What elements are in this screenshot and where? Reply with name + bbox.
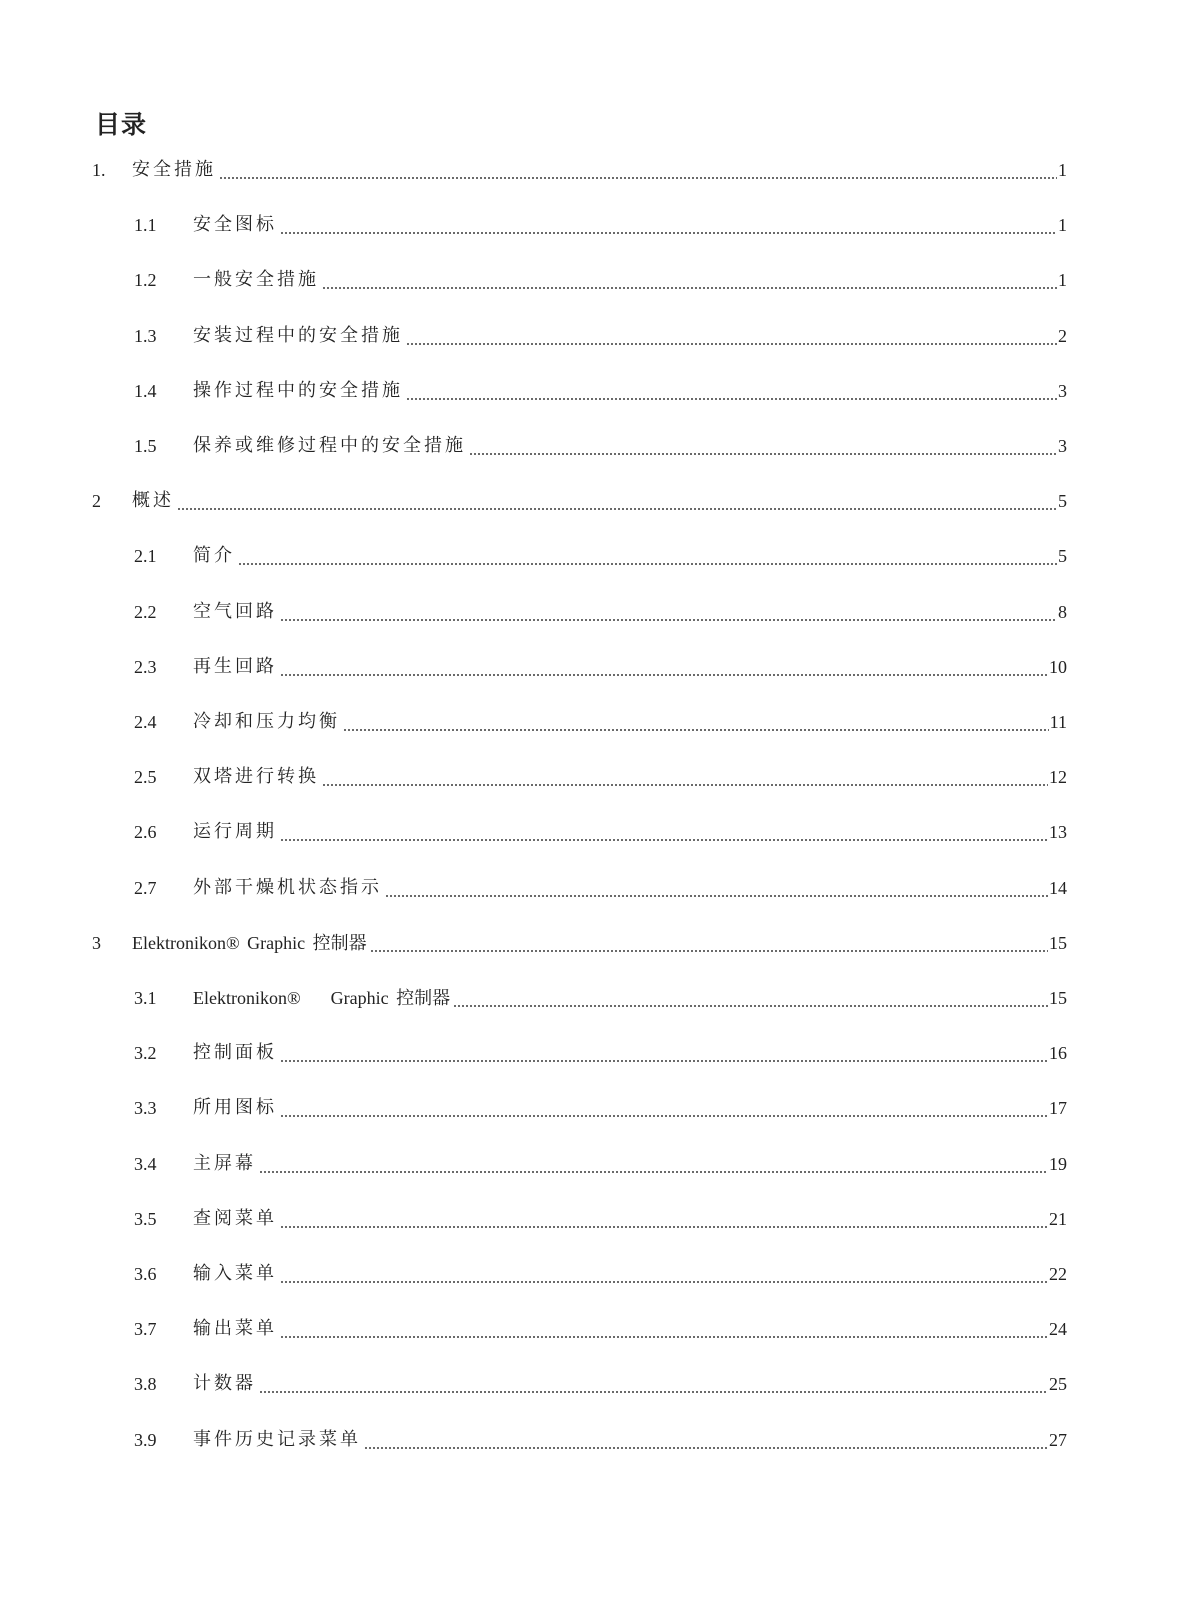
toc-entry-body: [193, 323, 1067, 349]
toc-entry[interactable]: [0, 599, 1067, 625]
toc-entry[interactable]: [0, 1261, 1067, 1287]
toc-entry-number: 3.5: [134, 1209, 157, 1229]
toc-entry-number: 3.7: [134, 1319, 157, 1339]
toc-dot-leader: [406, 378, 1057, 404]
toc-entry-body: [193, 709, 1067, 735]
toc-entry-page-number: 19: [1049, 1154, 1067, 1174]
toc-entry-number: 3.9: [134, 1430, 157, 1450]
toc-entry-title: 安全措施: [132, 159, 216, 180]
toc-entry[interactable]: [0, 1151, 1067, 1177]
toc-entry-number: 2: [92, 491, 101, 511]
toc-entry-body: [193, 1261, 1067, 1287]
toc-entry-body: [132, 930, 1067, 956]
toc-entry-number: 3: [92, 933, 101, 953]
toc-entry-number: 2.1: [134, 546, 157, 566]
toc-entry[interactable]: [0, 654, 1067, 680]
toc-entry-body: [193, 543, 1067, 569]
toc-entry-title: 简介: [193, 545, 235, 566]
toc-entry-page-number: 1: [1058, 160, 1067, 180]
toc-dot-leader: [280, 1040, 1048, 1066]
toc-entry[interactable]: [0, 212, 1067, 238]
toc-entry-number: 3.8: [134, 1374, 157, 1394]
toc-entry[interactable]: [0, 985, 1067, 1011]
toc-entry-number: 2.2: [134, 602, 157, 622]
toc-entry-title: 概述: [132, 490, 174, 511]
toc-dot-leader: [280, 1095, 1048, 1121]
toc-entry-page-number: 22: [1049, 1264, 1067, 1284]
toc-dot-leader: [370, 930, 1048, 956]
toc-entry-body: [193, 1371, 1067, 1397]
toc-dot-leader: [322, 267, 1057, 293]
toc-entry-body: [193, 1427, 1067, 1453]
toc-entry-body: [132, 157, 1067, 183]
toc-entry-body: [193, 985, 1067, 1011]
toc-entry-title: 所用图标: [193, 1097, 277, 1118]
toc-dot-leader: [219, 157, 1057, 183]
toc-entry-page-number: 25: [1049, 1374, 1067, 1394]
toc-entry[interactable]: [0, 267, 1067, 293]
toc-dot-leader: [385, 875, 1048, 901]
toc-entry-page-number: 5: [1058, 546, 1067, 566]
toc-entry-page-number: 17: [1049, 1098, 1067, 1118]
toc-entry-page-number: 21: [1049, 1209, 1067, 1229]
toc-dot-leader: [280, 1261, 1048, 1287]
toc-entry-title: 主屏幕: [193, 1153, 256, 1174]
toc-dot-leader: [177, 488, 1057, 514]
toc-entry-number: 1.: [92, 160, 106, 180]
toc-entry-page-number: 15: [1049, 988, 1067, 1008]
toc-entry-page-number: 13: [1049, 822, 1067, 842]
toc-entry[interactable]: [0, 1095, 1067, 1121]
toc-entry-title: 事件历史记录菜单: [193, 1429, 361, 1450]
toc-entry-title: 安全图标: [193, 214, 277, 235]
toc-dot-leader: [280, 819, 1048, 845]
toc-entry-page-number: 1: [1058, 215, 1067, 235]
toc-entry-number: 3.4: [134, 1154, 157, 1174]
toc-entry-body: [193, 654, 1067, 680]
toc-entry-title: 空气回路: [193, 601, 277, 622]
toc-dot-leader: [453, 985, 1048, 1011]
toc-entry[interactable]: [0, 488, 1067, 514]
toc-entry-number: 2.3: [134, 657, 157, 677]
toc-dot-leader: [259, 1371, 1048, 1397]
toc-dot-leader: [280, 1206, 1048, 1232]
toc-entry-page-number: 11: [1049, 712, 1067, 732]
toc-entry-page-number: 14: [1049, 878, 1067, 898]
toc-entry[interactable]: [0, 433, 1067, 459]
toc-entry-title: 输入菜单: [193, 1263, 277, 1284]
toc-entry-body: [193, 1316, 1067, 1342]
toc-entry-body: [193, 599, 1067, 625]
toc-entry-page-number: 12: [1049, 767, 1067, 787]
toc-entry-page-number: 27: [1049, 1430, 1067, 1450]
toc-entry-number: 2.6: [134, 822, 157, 842]
toc-dot-leader: [406, 323, 1057, 349]
toc-entry-title: 冷却和压力均衡: [193, 711, 340, 732]
toc-entry-number: 3.3: [134, 1098, 157, 1118]
toc-entry-number: 3.1: [134, 988, 157, 1008]
toc-entry-title: 操作过程中的安全措施: [193, 380, 403, 401]
toc-entry-title: 查阅菜单: [193, 1208, 277, 1229]
toc-entry[interactable]: [0, 764, 1067, 790]
toc-entry[interactable]: [0, 1371, 1067, 1397]
toc-entry-title: 安装过程中的安全措施: [193, 325, 403, 346]
toc-entry[interactable]: [0, 1316, 1067, 1342]
toc-entry-title: 输出菜单: [193, 1318, 277, 1339]
toc-entry-body: [193, 764, 1067, 790]
toc-dot-leader: [280, 1316, 1048, 1342]
toc-entry-body: [193, 1095, 1067, 1121]
toc-dot-leader: [364, 1427, 1048, 1453]
toc-entry-number: 3.6: [134, 1264, 157, 1284]
toc-entry[interactable]: [0, 1427, 1067, 1453]
toc-entry[interactable]: [0, 323, 1067, 349]
toc-entry-number: 1.3: [134, 326, 157, 346]
toc-entry-number: 1.1: [134, 215, 157, 235]
toc-entry-page-number: 1: [1058, 270, 1067, 290]
toc-dot-leader: [280, 212, 1057, 238]
toc-entry[interactable]: [0, 1040, 1067, 1066]
toc-entry-title: 保养或维修过程中的安全措施: [193, 435, 466, 456]
toc-entry-number: 1.2: [134, 270, 157, 290]
toc-entry-page-number: 8: [1058, 602, 1067, 622]
toc-entry-number: 1.4: [134, 381, 157, 401]
toc-entry-title: 计数器: [193, 1373, 256, 1394]
toc-entry-page-number: 3: [1058, 381, 1067, 401]
toc-entry-body: [193, 267, 1067, 293]
toc-dot-leader: [280, 599, 1057, 625]
toc-dot-leader: [238, 543, 1057, 569]
toc-dot-leader: [280, 654, 1048, 680]
toc-entry-body: [193, 433, 1067, 459]
toc-entry-page-number: 24: [1049, 1319, 1067, 1339]
toc-entry-title: 双塔进行转换: [193, 766, 319, 787]
toc-entry-number: 2.4: [134, 712, 157, 732]
toc-entry-number: 2.5: [134, 767, 157, 787]
toc-entry-title: 再生回路: [193, 656, 277, 677]
toc-entry-number: 1.5: [134, 436, 157, 456]
toc-entry-page-number: 2: [1058, 326, 1067, 346]
toc-entry-page-number: 10: [1049, 657, 1067, 677]
toc-entry-title: 控制面板: [193, 1042, 277, 1063]
toc-entry-page-number: 15: [1049, 933, 1067, 953]
toc-entry-body: [193, 1151, 1067, 1177]
toc-dot-leader: [469, 433, 1057, 459]
toc-entry[interactable]: [0, 543, 1067, 569]
toc-entry[interactable]: [0, 1206, 1067, 1232]
toc-entry-page-number: 5: [1058, 491, 1067, 511]
toc-entry[interactable]: [0, 819, 1067, 845]
toc-entry-body: [193, 1040, 1067, 1066]
toc-entry-title: 外部干燥机状态指示: [193, 877, 382, 898]
toc-dot-leader: [259, 1151, 1048, 1177]
toc-entry-title: 一般安全措施: [193, 269, 319, 290]
toc-entry-title: 运行周期: [193, 821, 277, 842]
toc-entry-title: Elektronikon® Graphic 控制器: [132, 933, 367, 953]
toc-entry-page-number: 16: [1049, 1043, 1067, 1063]
toc-entry[interactable]: [0, 378, 1067, 404]
toc-entry-body: [193, 1206, 1067, 1232]
page-title: 目录: [95, 110, 148, 139]
toc-entry-body: [132, 488, 1067, 514]
toc-entry-body: [193, 212, 1067, 238]
toc-entry-body: [193, 819, 1067, 845]
toc-entry-number: 3.2: [134, 1043, 157, 1063]
toc-entry-body: [193, 875, 1067, 901]
toc-entry[interactable]: [0, 709, 1067, 735]
toc-entry-body: [193, 378, 1067, 404]
toc-entry-number: 2.7: [134, 878, 157, 898]
toc-dot-leader: [343, 709, 1049, 735]
toc-entry-page-number: 3: [1058, 436, 1067, 456]
toc-entry-title: Elektronikon® Graphic 控制器: [193, 988, 451, 1008]
toc-entry[interactable]: [0, 157, 1067, 183]
toc-dot-leader: [322, 764, 1048, 790]
toc-entry[interactable]: [0, 930, 1067, 956]
toc-entry[interactable]: [0, 875, 1067, 901]
